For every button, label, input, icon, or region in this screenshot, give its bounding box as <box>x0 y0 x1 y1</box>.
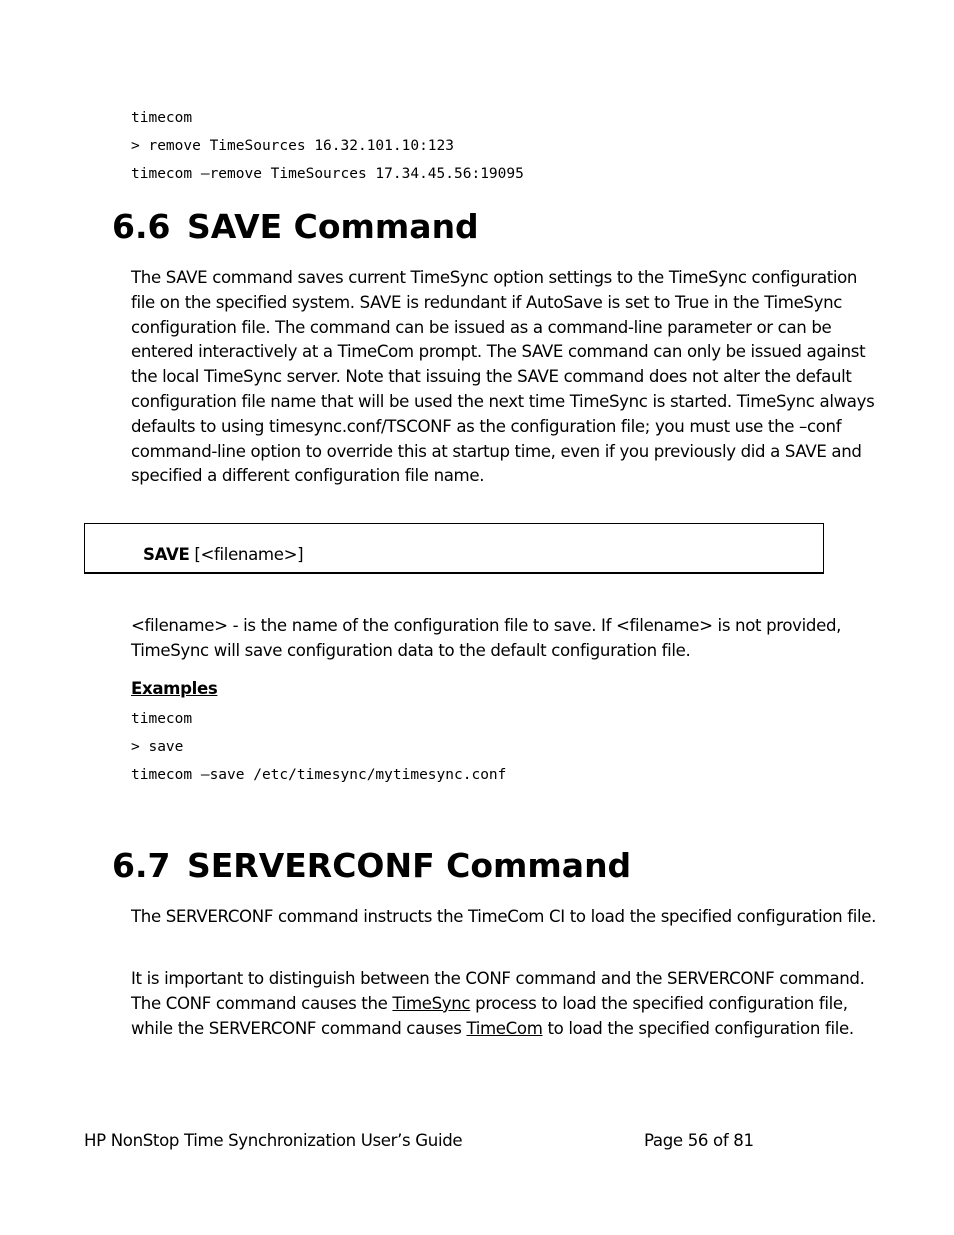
examples-heading: Examples <box>131 679 218 698</box>
example-line: timecom –save /etc/timesync/mytimesync.conf <box>131 767 507 783</box>
paragraph-text: to load the specified configuration file. <box>542 1018 854 1038</box>
section-heading-serverconf <box>112 846 631 886</box>
footer-page-number: Page 56 of 81 <box>644 1131 754 1150</box>
serverconf-distinction <box>131 967 879 1041</box>
section-heading-save <box>112 207 479 247</box>
syntax-keyword: SAVE <box>143 545 190 564</box>
section-title: SERVERCONF Command <box>187 846 632 885</box>
syntax-line <box>143 543 303 567</box>
example-line: timecom <box>131 711 193 727</box>
syntax-box <box>84 523 824 574</box>
example-line: > save <box>131 739 184 755</box>
example-line: timecom <box>131 110 193 126</box>
section-title: SAVE Command <box>187 207 479 246</box>
example-line: timecom –remove TimeSources 17.34.45.56:19095 <box>131 166 524 182</box>
timesync-link[interactable]: TimeSync <box>392 993 471 1013</box>
footer-guide-title: HP NonStop Time Synchronization User’s Guide <box>84 1131 463 1150</box>
serverconf-description: The SERVERCONF command instructs the TimeCom CI to load the specified configuration file. <box>131 907 877 926</box>
syntax-args: [<filename>] <box>189 545 304 564</box>
save-description: The SAVE command saves current TimeSync option settings to the TimeSync configuration file on the specified system. SAVE is redundant if AutoSave is set to True in the TimeSync configuration file. The command can be issued as a command-line parameter or can be entered interactively at a TimeCom prompt. The SAVE command can only be issued against the local TimeSync server. Note that issuing the SAVE command does not alter the default configuration file name that will be used the next time TimeSync is started. TimeSync always defaults to using timesync.conf/TSCONF as the configuration file; you must use the –conf command-line option to override this at startup time, even if you previously did a SAVE and specified a different configuration file name. <box>131 268 875 486</box>
param-description: <filename> - is the name of the configuration file to save. If <filename> is not provided, TimeSync will save configuration data to the default configuration file. <box>131 616 842 660</box>
section-number: 6.7 <box>112 846 171 885</box>
timecom-link[interactable]: TimeCom <box>466 1018 543 1038</box>
paragraph-text: It is important to distinguish between the CONF command and the SERVERCONF command. The CONF command causes the <box>131 969 865 1013</box>
paragraph-text: process to load the specified configuration file, while the SERVERCONF command causes <box>131 993 848 1038</box>
section-number: 6.6 <box>112 207 171 246</box>
example-line: > remove TimeSources 16.32.101.10:123 <box>131 138 455 154</box>
